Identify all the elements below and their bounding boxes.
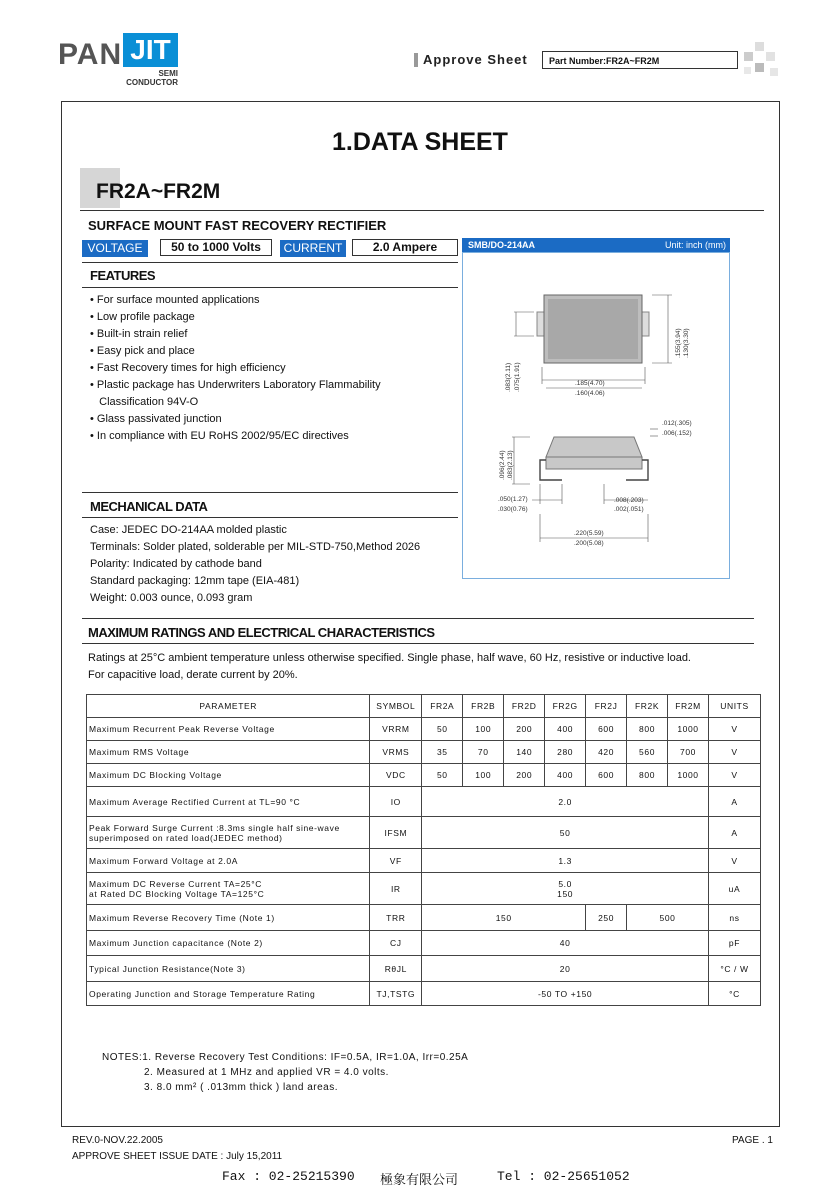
dim-s2: .002(.051) [614,506,644,513]
list-item: Terminals: Solder plated, solderable per MIL-STD-750,Method 2026 [90,541,421,553]
list-item: • Built-in strain relief [90,328,188,340]
logo-sub-1: SEMI [158,69,178,78]
table-header-row [87,695,761,718]
value-cell: 800 [627,764,668,787]
intro-line: For capacitive load, derate current by 20%. [88,669,298,681]
col-header: FR2D [504,695,545,718]
symbol-cell: TJ,TSTG [370,982,422,1006]
list-item: • Fast Recovery times for high efficiency [90,362,286,374]
voltage-value: 50 to 1000 Volts [160,239,272,256]
value-line: 5.0 [558,878,572,889]
value-cell: 40 [422,931,709,956]
table-row [87,787,761,817]
col-header: FR2A [422,695,463,718]
col-header: UNITS [708,695,760,718]
param-cell [87,817,370,849]
divider [82,618,754,619]
value-line: 150 [557,888,574,899]
col-header: SYMBOL [370,695,422,718]
dim-t1: .012(.305) [662,420,692,427]
issue-date: APPROVE SHEET ISSUE DATE : July 15,2011 [72,1151,283,1162]
table-row [87,764,761,787]
col-header: FR2J [586,695,627,718]
ratings-intro [88,650,691,684]
value-cell: 1.3 [422,849,709,873]
param-line: superimposed on rated load(JEDEC method) [89,832,283,843]
intro-line: Ratings at 25°C ambient temperature unless otherwise specified. Single phase, half wave, 60 Hz, resistive or inductive load. [88,652,691,664]
param-cell: Operating Junction and Storage Temperature Rating [87,982,370,1006]
col-header: FR2G [545,695,586,718]
col-header: PARAMETER [87,695,370,718]
unit-cell: ns [708,905,760,931]
symbol-cell: RθJL [370,956,422,982]
value-cell: 1000 [668,764,709,787]
value-cell: 560 [627,741,668,764]
mechanical-list [90,522,420,607]
value-cell: 35 [422,741,463,764]
col-header: FR2B [463,695,504,718]
value-cell: 1000 [668,718,709,741]
package-unit: Unit: inch (mm) [664,240,726,250]
dim-h1: .155(3.94) [675,328,682,358]
param-cell: Maximum Average Rectified Current at TL=90 °C [87,787,370,817]
unit-cell: °C [708,982,760,1006]
ratings-table [86,694,761,1006]
package-header [462,238,730,252]
current-value: 2.0 Ampere [352,239,458,256]
logo-pan: PAN [58,38,123,71]
symbol-cell: IR [370,873,422,905]
logo-subtitle [124,69,178,87]
col-header: FR2M [668,695,709,718]
dim-L1: .220(5.59) [574,530,604,537]
list-item: • In compliance with EU RoHS 2002/95/EC directives [90,430,349,442]
table-row [87,849,761,873]
symbol-cell: VDC [370,764,422,787]
list-item: • Easy pick and place [90,345,195,357]
revision: REV.0-NOV.22.2005 [72,1135,163,1146]
value-cell: 250 [586,905,627,931]
dim-w1: .185(4.70) [575,380,605,387]
value-cell: 420 [586,741,627,764]
value-cell: -50 TO +150 [422,982,709,1006]
company-name: 極象有限公司 [380,1173,459,1188]
unit-cell: uA [708,873,760,905]
dim-s1: .008(.203) [614,497,644,504]
value-cell: 200 [504,764,545,787]
param-line: Maximum DC Reverse Current TA=25°C [89,878,262,889]
page-title: 1.DATA SHEET [332,128,508,156]
unit-cell: A [708,817,760,849]
value-cell: 2.0 [422,787,709,817]
symbol-cell: IFSM [370,817,422,849]
param-line: at Rated DC Blocking Voltage TA=125°C [89,888,265,899]
current-tag: CURRENT [280,240,346,257]
list-item: Polarity: Indicated by cathode band [90,558,262,570]
param-cell: Maximum Junction capacitance (Note 2) [87,931,370,956]
note-2: 2. Measured at 1 MHz and applied VR = 4.0 volts. [144,1067,389,1078]
value-cell: 400 [545,718,586,741]
param-cell: Maximum Forward Voltage at 2.0A [87,849,370,873]
value-cell: 200 [504,718,545,741]
table-row [87,718,761,741]
value-cell: 400 [545,764,586,787]
note-3: 3. 8.0 mm² ( .013mm thick ) land areas. [144,1082,339,1093]
divider [82,643,754,644]
ratings-heading: MAXIMUM RATINGS AND ELECTRICAL CHARACTERISTICS [88,625,435,640]
tel-number: Tel : 02-25651052 [497,1169,630,1184]
value-cell: 20 [422,956,709,982]
value-cell: 50 [422,764,463,787]
unit-cell: V [708,741,760,764]
symbol-cell: TRR [370,905,422,931]
value-cell: 100 [463,718,504,741]
dim-L2: .200(5.08) [574,540,604,547]
dim-lead2: .075(1.91) [514,362,521,392]
param-cell [87,873,370,905]
unit-cell: V [708,764,760,787]
package-drawing [462,252,730,579]
value-cell: 600 [586,718,627,741]
list-item: • For surface mounted applications [90,294,260,306]
dim-f1: .050(1.27) [498,496,528,503]
value-cell: 800 [627,718,668,741]
unit-cell: °C / W [708,956,760,982]
value-cell: 50 [422,817,709,849]
part-number-box: Part Number:FR2A~FR2M [542,51,738,69]
page-number: PAGE . 1 [732,1135,773,1146]
package-name: SMB/DO-214AA [468,240,536,250]
divider [82,262,458,263]
param-cell: Maximum Reverse Recovery Time (Note 1) [87,905,370,931]
unit-cell: A [708,787,760,817]
logo-sub-2: CONDUCTOR [126,78,178,87]
divider [80,210,764,211]
table-row [87,931,761,956]
part-name: FR2A~FR2M [96,180,221,203]
param-cell: Maximum DC Blocking Voltage [87,764,370,787]
list-item: • Low profile package [90,311,195,323]
dim-h2: .130(3.30) [683,328,690,358]
list-item: Weight: 0.003 ounce, 0.093 gram [90,592,253,604]
dim-t2: .006(.152) [662,430,692,437]
features-heading: FEATURES [90,268,156,283]
divider [82,492,458,493]
symbol-cell: IO [370,787,422,817]
unit-cell: pF [708,931,760,956]
features-list [90,292,381,445]
symbol-cell: CJ [370,931,422,956]
voltage-tag: VOLTAGE [82,240,148,257]
list-item: Standard packaging: 12mm tape (EIA-481) [90,575,300,587]
param-line: Peak Forward Surge Current :8.3ms single half sine-wave [89,822,340,833]
param-cell: Maximum RMS Voltage [87,741,370,764]
table-row [87,982,761,1006]
table-row [87,741,761,764]
approve-sheet-label: Approve Sheet [423,52,528,67]
divider [82,517,458,518]
param-cell: Typical Junction Resistance(Note 3) [87,956,370,982]
symbol-cell: VRRM [370,718,422,741]
dim-f2: .030(0.76) [498,506,528,513]
unit-cell: V [708,718,760,741]
value-cell: 150 [422,905,586,931]
list-item: • Glass passivated junction [90,413,222,425]
divider [82,287,458,288]
param-cell: Maximum Recurrent Peak Reverse Voltage [87,718,370,741]
value-cell: 70 [463,741,504,764]
dim-sh1: .096(2.44) [499,450,506,480]
value-cell: 50 [422,718,463,741]
value-cell: 140 [504,741,545,764]
note-1: NOTES:1. Reverse Recovery Test Conditions: IF=0.5A, IR=1.0A, Irr=0.25A [102,1052,469,1063]
value-cell: 280 [545,741,586,764]
value-cell: 700 [668,741,709,764]
value-cell [422,873,709,905]
logo-jit: JIT [123,33,178,67]
value-cell: 600 [586,764,627,787]
col-header: FR2K [627,695,668,718]
dim-w2: .160(4.06) [575,390,605,397]
value-cell: 500 [627,905,709,931]
list-item: Classification 94V-O [90,396,199,408]
symbol-cell: VRMS [370,741,422,764]
table-row [87,905,761,931]
product-subtitle: SURFACE MOUNT FAST RECOVERY RECTIFIER [88,218,387,233]
value-cell: 100 [463,764,504,787]
unit-cell: V [708,849,760,873]
list-item: Case: JEDEC DO-214AA molded plastic [90,524,287,536]
list-item: • Plastic package has Underwriters Laboratory Flammability [90,379,381,391]
dim-sh2: .083(2.13) [507,450,514,480]
table-row [87,817,761,849]
fax-number: Fax : 02-25215390 [222,1169,355,1184]
table-row [87,873,761,905]
dim-lead1: .083(2.11) [505,362,512,392]
symbol-cell: VF [370,849,422,873]
table-row [87,956,761,982]
mechanical-heading: MECHANICAL DATA [90,499,208,514]
approve-bar [414,53,418,67]
